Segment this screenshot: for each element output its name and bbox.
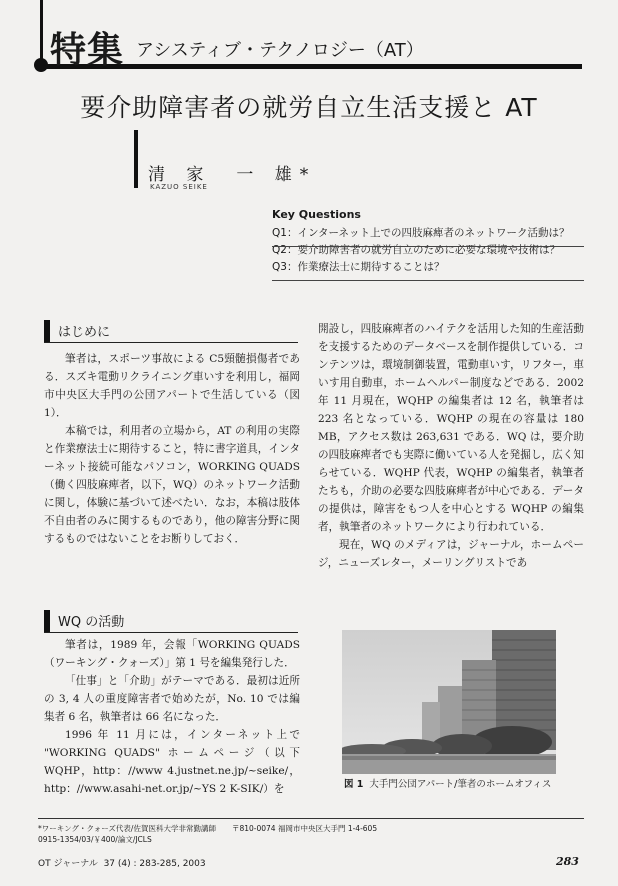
section-body-wq-activities [44, 636, 300, 798]
journal-volume: 37 (4) : 283-285, 2003 [103, 859, 206, 869]
section-heading-text: はじめに [58, 325, 111, 340]
header-rule-vertical [40, 0, 43, 60]
section-marker [44, 610, 50, 632]
section-heading-text: WQ の活動 [58, 615, 125, 630]
section-heading-wq-activities [44, 610, 298, 633]
key-questions-list [272, 225, 570, 276]
section-marker [44, 320, 50, 342]
page-number: 283 [556, 855, 579, 868]
article-title: 要介助障害者の就労自立生活支援と AT [80, 93, 538, 122]
key-questions-title: Key Questions [272, 208, 361, 221]
section-body-introduction [44, 350, 300, 548]
feature-tag: 特集 [50, 30, 125, 71]
footnote-affiliation: *ワーキング・クォーズ代表/佐賀医科大学非常勤講師 [38, 824, 216, 833]
paragraph: 「仕事」と「介助」がテーマである．最初は近所の 3, 4 人の重度障害者で始めたが，No. 10 では編集者 6 名，執筆者は 66 名になった． [44, 675, 300, 723]
figure-caption [344, 778, 556, 792]
footnote [38, 823, 598, 845]
journal-name: OT ジャーナル [38, 859, 98, 869]
footnote-address: 〒810-0074 福岡市中央区大手門 1-4-605 [231, 824, 378, 833]
paragraph: 現在，WQ のメディアは，ジャーナル，ホームページ，ニューズレター，メーリングリストであ [318, 539, 584, 569]
section-heading-introduction [44, 320, 298, 343]
header-bullet-icon [34, 58, 48, 72]
paragraph: 筆者は，スポーツ事故による C5頸髄損傷者である．スズキ電動リクライニング車いすを利用し，福岡市中央区大手門の公団アパートで生活している（図 1）． [44, 353, 300, 419]
footer-citation [38, 856, 206, 869]
paragraph: 開設し，四肢麻痺者のハイテクを活用した知的生産活動を支援するためのデータベースを制作提供している．コンテンツは，環境制御装置，電動車いす，リフター，車いす用自動車，ホームヘルパー制度などである．2002 年 11 月現在，WQHP の編集者は 12 名，執筆者は 223 名となっている．WQHP の現在の容量は 180 MB，アクセス数は 263,631 である．WQ は，要介助の四肢麻痺者でも実際に働いている人を発掘し，広く知らせている．WQHP 代表，WQHP の編集者，執筆者たちも，介助の必要な四肢麻痺者が中心である．データの提供は，障害をもつ人を中心とする WQHP の編集者，執筆者のネットワークにより行われている． [318, 323, 584, 533]
key-question-1: Q1：インターネット上での四肢麻痺者のネットワーク活動は？ [272, 227, 570, 239]
author-rule [134, 130, 138, 188]
paragraph: 1996 年 11 月には，インターネット上で "WORKING QUADS" ホームページ（以下 WQHP，http：//www 4.justnet.ne.jp/~seike/，http：//www.asahi-net.or.jp/~YS 2 K-SIK/）を [44, 729, 300, 795]
figure-caption-text: 大手門公団アパート/筆者のホームオフィス [369, 779, 552, 790]
key-question-2: Q2：要介助障害者の就労自立のために必要な環境や技術は？ [272, 244, 560, 256]
author-name: 清 家 一 雄* [148, 165, 317, 185]
author-roman: KAZUO SEIKE [150, 183, 208, 191]
right-column-body [318, 320, 584, 572]
footnote-divider [38, 818, 584, 819]
figure-photo [342, 630, 556, 774]
key-questions-divider [272, 280, 584, 281]
paragraph: 筆者は，1989 年，会報「WORKING QUADS（ワーキング・クォーズ）」第 1 号を編集発行した． [44, 639, 300, 669]
key-question-3: Q3：作業療法士に期待することは？ [272, 261, 445, 273]
key-questions-divider [272, 246, 584, 247]
feature-subtitle: アシスティブ・テクノロジー（AT） [136, 40, 424, 61]
footnote-code: 0915-1354/03/￥400/論文/JCLS [38, 835, 152, 844]
paragraph: 本稿では，利用者の立場から，AT の利用の実際と作業療法士に期待すること，特に書字道具，インターネット接続可能なパソコン，WORKING QUADS（働く四肢麻痺者，以下，WQ）のネットワーク活動に関し，体験に基づいて述べたい．なお，本稿は肢体不自由者のみに関するものであり，他の障害分野に関するものではないことをお断りしておく． [44, 425, 300, 545]
figure-number: 図 1 [344, 779, 364, 790]
apartment-photo-illustration [342, 630, 556, 774]
